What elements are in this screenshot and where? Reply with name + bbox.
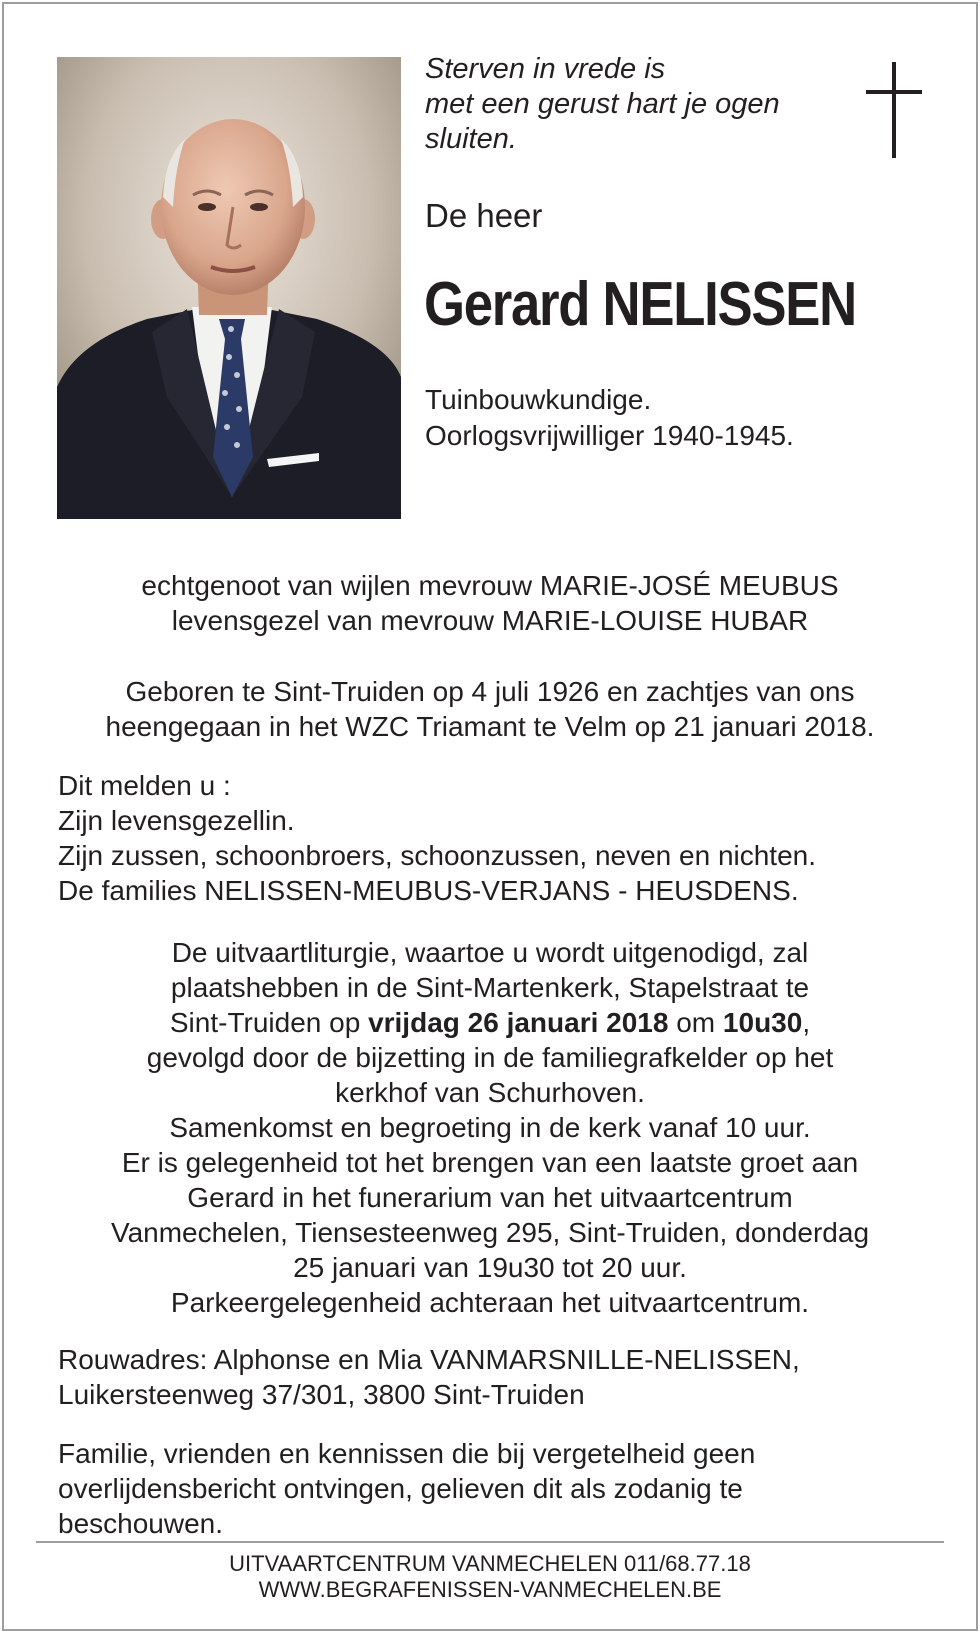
deceased-titles [425, 382, 794, 454]
footer [36, 1551, 944, 1603]
service-date: vrijdag 26 januari 2018 [368, 1007, 669, 1038]
mourning-address-block [58, 1342, 922, 1412]
service-line: Parkeergelegenheid achteraan het uitvaartcentrum. [170, 1287, 810, 1318]
title-line: Oorlogsvrijwilliger 1940-1945. [425, 420, 794, 451]
motto-line: met een gerust hart je ogen [425, 88, 780, 120]
funeral-service-block [58, 935, 922, 1320]
note-line: Familie, vrienden en kennissen die bij vergetelheid geen [58, 1438, 756, 1469]
birth-line: heengegaan in het WZC Triamant te Velm op 21 januari 2018. [105, 711, 875, 742]
announce-line: Zijn levensgezellin. [58, 805, 295, 836]
cross-icon [866, 62, 922, 158]
announce-line: Dit melden u : [58, 770, 231, 801]
portrait-photo [57, 57, 401, 519]
service-time: 10u30 [722, 1007, 803, 1038]
funeral-home-website: WWW.BEGRAFENISSEN-VANMECHELEN.BE [258, 1577, 722, 1602]
service-text: , [802, 1007, 811, 1038]
service-text: om [668, 1007, 723, 1038]
service-line: Vanmechelen, Tiensesteenweg 295, Sint-Truiden, donderdag [110, 1217, 870, 1248]
service-line: 25 januari van 19u30 tot 20 uur. [293, 1252, 687, 1283]
title-line: Tuinbouwkundige. [425, 384, 652, 415]
spouse-line: echtgenoot van wijlen mevrouw MARIE-JOSÉ MEUBUS [141, 570, 839, 601]
announce-line: De families NELISSEN-MEUBUS-VERJANS - HEUSDENS. [58, 875, 799, 906]
spouse-line: levensgezel van mevrouw MARIE-LOUISE HUBAR [171, 605, 809, 636]
salutation: De heer [425, 197, 543, 234]
funeral-home-contact: UITVAARTCENTRUM VANMECHELEN 011/68.77.18 [229, 1551, 751, 1576]
footer-divider [36, 1541, 944, 1543]
announcers-block [58, 768, 922, 908]
motto-quote [425, 52, 855, 157]
spouses-block [58, 568, 922, 638]
birth-line: Geboren te Sint-Truiden op 4 juli 1926 en zachtjes van ons [125, 676, 855, 707]
deceased-name: Gerard NELISSEN [424, 270, 856, 339]
service-line-date [58, 1005, 922, 1040]
service-line: Gerard in het funerarium van het uitvaartcentrum [187, 1182, 793, 1213]
service-line: De uitvaartliturgie, waartoe u wordt uitgenodigd, zal [171, 937, 809, 968]
note-line: beschouwen. [58, 1508, 224, 1539]
closing-note-block [58, 1436, 922, 1541]
portrait-illustration [57, 57, 401, 519]
address-line: Luikersteenweg 37/301, 3800 Sint-Truiden [58, 1379, 585, 1410]
service-line: plaatshebben in de Sint-Martenkerk, Stapelstraat te [170, 972, 810, 1003]
service-line: kerkhof van Schurhoven. [335, 1077, 645, 1108]
note-line: overlijdensbericht ontvingen, gelieven dit als zodanig te [58, 1473, 743, 1504]
motto-line: Sterven in vrede is [425, 53, 666, 85]
birth-death-block [58, 674, 922, 744]
service-line: gevolgd door de bijzetting in de familiegrafkelder op het [146, 1042, 834, 1073]
announce-line: Zijn zussen, schoonbroers, schoonzussen, neven en nichten. [58, 840, 817, 871]
motto-line: sluiten. [425, 123, 517, 155]
service-line: Er is gelegenheid tot het brengen van een laatste groet aan [121, 1147, 859, 1178]
address-line: Rouwadres: Alphonse en Mia VANMARSNILLE-NELISSEN, [58, 1344, 800, 1375]
service-text: Sint-Truiden op [169, 1007, 369, 1038]
service-line: Samenkomst en begroeting in de kerk vanaf 10 uur. [169, 1112, 811, 1143]
